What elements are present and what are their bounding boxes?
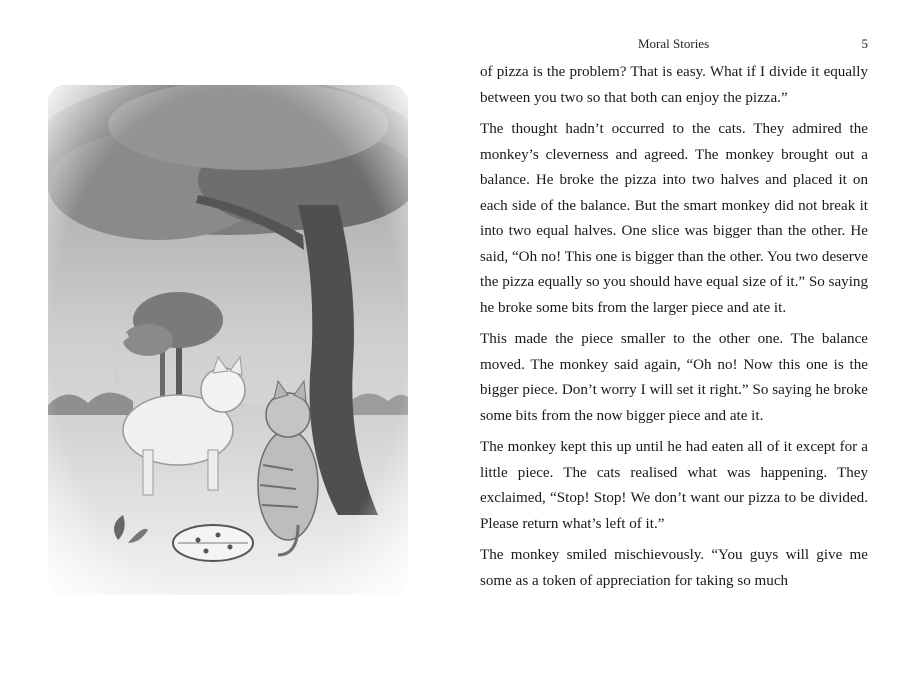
paragraph: The monkey kept this up until he had eaten all of it except for a little piece. The cats realised what was happening. They exclaimed, “Stop! Stop! We don’t want our pizza to be divided. Please return what’s left of it.”: [480, 439, 868, 532]
paragraph: The monkey smiled mischievously. “You guys will give me some as a token of appreciation for taking so much: [480, 547, 868, 589]
running-head: [480, 36, 868, 56]
paragraph: of pizza is the problem? That is easy. What if I divide it equally between you two so that both can enjoy the pizza.”: [480, 64, 868, 106]
story-text: [480, 60, 868, 600]
illustration-two-cats-pizza-tree: [48, 85, 408, 595]
page-number: 5: [861, 36, 868, 51]
story-illustration: [48, 85, 408, 595]
paragraph: The thought hadn’t occurred to the cats. They admired the monkey’s cleverness and agreed. The monkey brought out a balance. He broke the pizza into two halves and placed it on each side of the balance. But the smart monkey did not break it into two equal halves. One slice was bigger than the other. He said, “Oh no! This one is bigger than the other. You two deserve the pizza equally so you should have equal size of it.” So saying he broke some bits from the larger piece and ate it.: [480, 121, 868, 316]
running-title: Moral Stories: [638, 36, 710, 51]
paragraph: This made the piece smaller to the other one. The balance moved. The monkey said again, “Oh no! Now this one is the bigger piece. Don’t worry I will set it right.” So saying he broke some bits from the now bigger piece and ate it.: [480, 331, 868, 424]
